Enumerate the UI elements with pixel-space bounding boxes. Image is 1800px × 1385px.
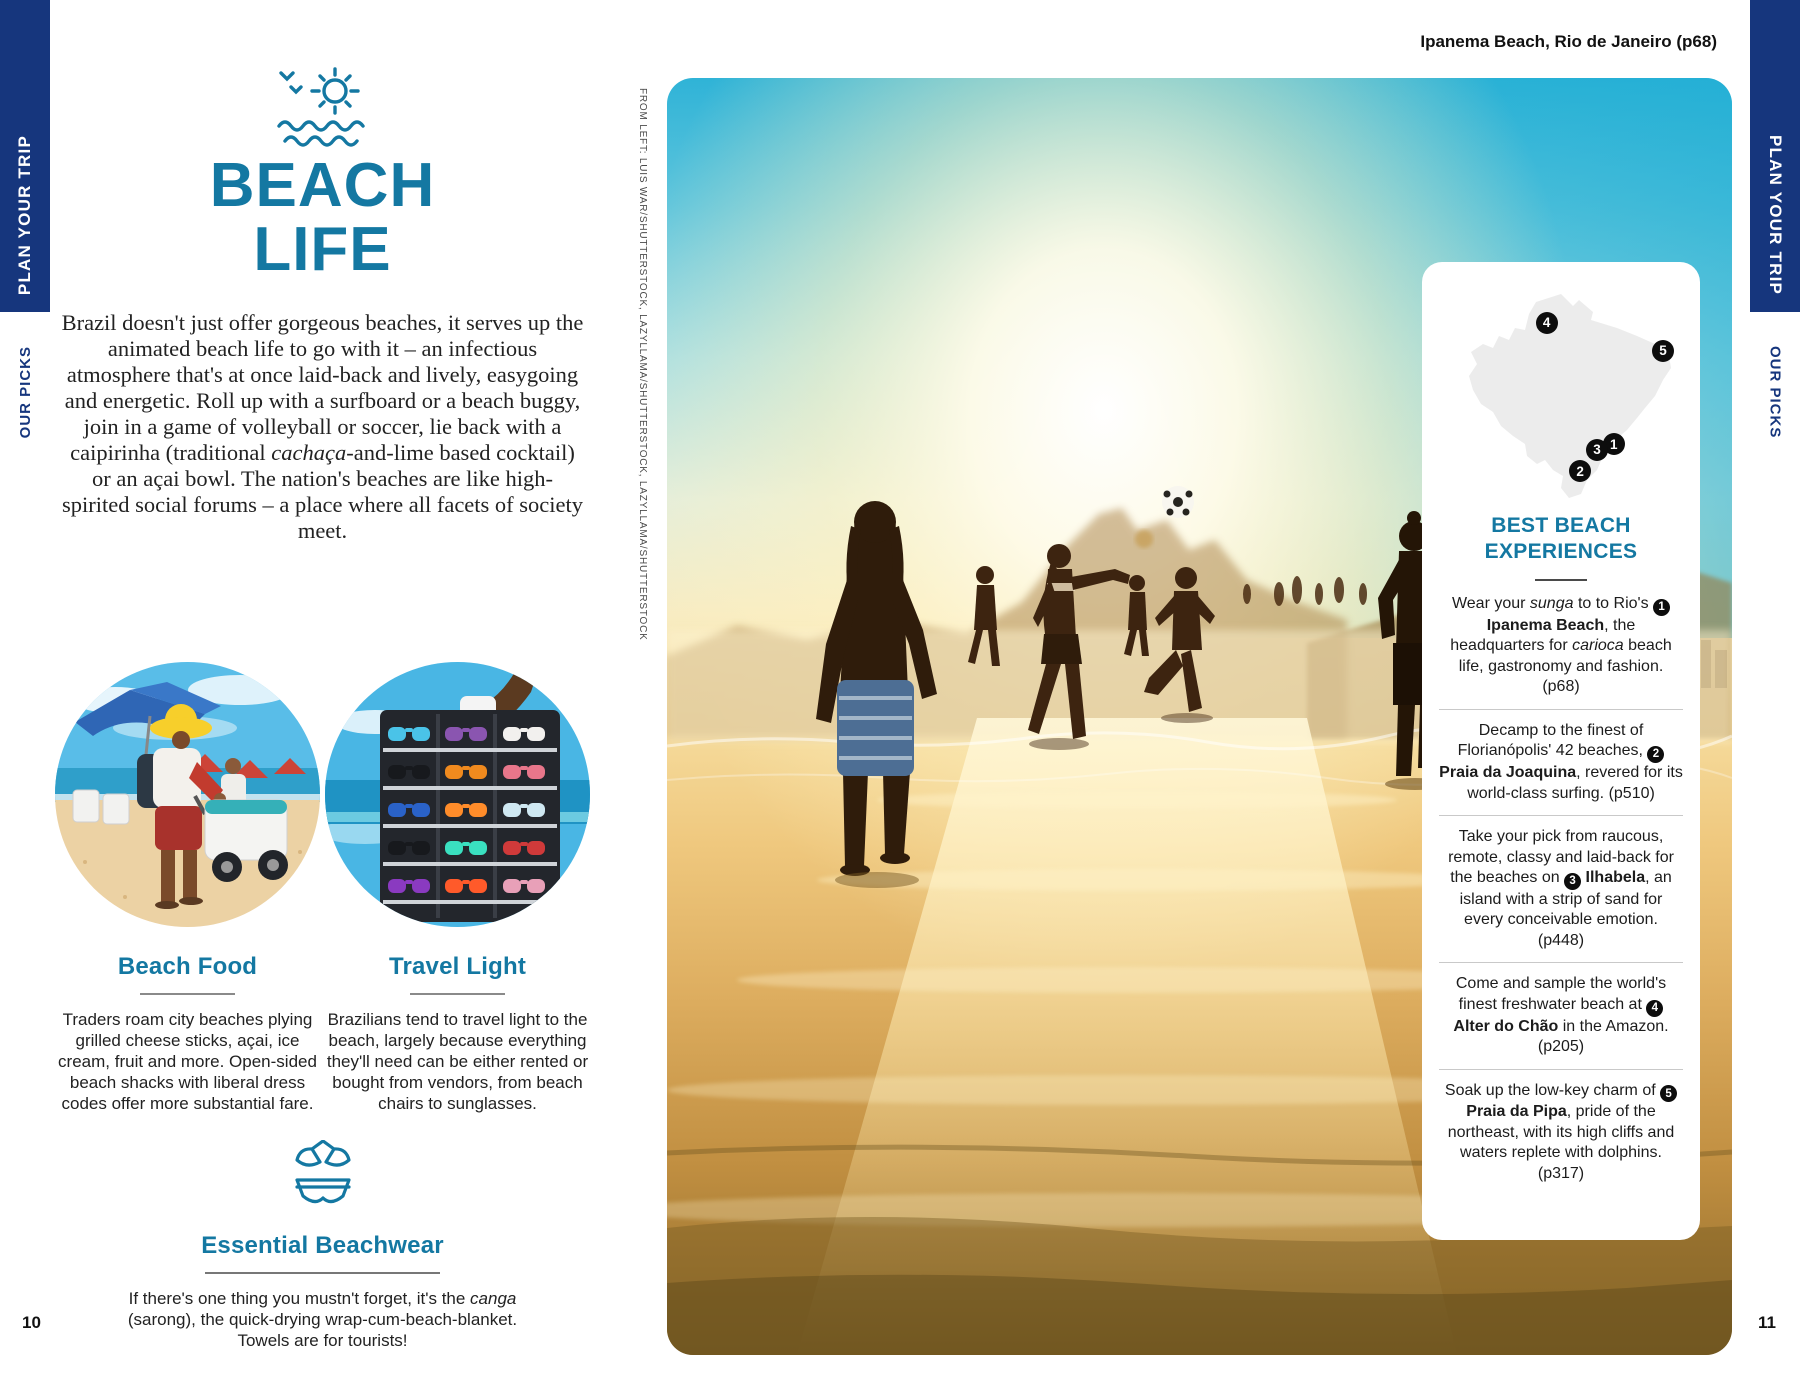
experience-item-3: Take your pick from raucous, remote, classy and laid-back for the beaches on 3 Ilhabela, an island with a strip of sand for every conceivable emotion. (p448) [1439,815,1683,962]
map-marker-1: 1 [1603,433,1625,455]
title-line-2: LIFE [253,215,392,284]
map-marker-4: 4 [1536,312,1558,334]
map-marker-3: 3 [1586,439,1608,461]
experience-list [1439,583,1683,1195]
title-line-1: BEACH [209,151,436,220]
left-tab-plan-your-trip [0,0,50,312]
beach-food-text: Traders roam city beaches plying grilled cheese sticks, açai, ice cream, fruit and more. Open-sided beach shacks with liberal dress codes offer more substantial fare. [58,1010,317,1113]
divider [1535,579,1587,581]
experience-item-2: Decamp to the finest of Florianópolis' 42 beaches, 2 Praia da Joaquina, revered for its world-class surfing. (p510) [1439,709,1683,815]
feature-travel-light [325,662,590,1114]
divider [205,1272,440,1274]
ipanema-beach-photo [667,78,1732,1355]
photo-credit: FROM LEFT: LUIS WAR/SHUTTERSTOCK, LAZYLLAMA/SHUTTERSTOCK, LAZYLLAMA/SHUTTERSTOCK [637,88,648,641]
brazil-outline [1441,284,1681,499]
photo-caption: Ipanema Beach, Rio de Janeiro (p68) [1420,32,1717,51]
our-picks-label: OUR PICKS [1766,345,1784,439]
experience-item-1: Wear your sunga to to Rio's 1 Ipanema Beach, the headquarters for carioca beach life, gastronomy and fashion. (p68) [1450,595,1672,696]
map-marker-2: 2 [1569,460,1591,482]
travel-light-text: Brazilians tend to travel light to the beach, largely because everything they'll need can be either rented or bought from vendors, from beach chairs to sunglasses. [326,1010,589,1113]
right-tab-our-picks [1750,322,1800,462]
best-beach-experiences-card [1422,262,1700,1240]
left-page [55,66,590,1351]
beach-food-photo [55,662,320,927]
experience-item-5: Soak up the low-key charm of 5 Praia da Pipa, pride of the northeast, with its high cliffs and waters replete with dolphins. (p317) [1439,1069,1683,1196]
card-heading: BEST BEACH EXPERIENCES [1484,514,1638,563]
right-page-number: 11 [1758,1313,1776,1332]
essential-beachwear-heading: Essential Beachwear [201,1232,444,1259]
feature-row [55,662,590,1114]
plan-your-trip-label: PLAN YOUR TRIP [1766,134,1785,296]
essential-beachwear-text: If there's one thing you mustn't forget, it's the canga (sarong), the quick-drying wrap-cum-beach-blanket. Towels are for tourists! [127,1289,518,1350]
travel-light-photo [325,662,590,927]
travel-light-heading: Travel Light [388,953,527,980]
left-page-number: 10 [22,1313,41,1332]
sun-waves-icon [55,66,590,148]
intro-paragraph: Brazil doesn't just offer gorgeous beaches, it serves up the animated beach life to go with it – an infectious atmosphere that's at once laid-back and lively, easygoing and energetic. Roll up with a surfboard or a beach buggy, join in a game of volleyball or soccer, lie back with a caipirinha (traditional cachaça-and-lime based cocktail) or an açai bowl. The nation's beaches are like high-spirited social forums – a place where all facets of society meet. [61,310,584,543]
experience-item-4: Come and sample the world's finest freshwater beach at 4 Alter do Chão in the Amazon. (p205) [1439,962,1683,1068]
right-tab-plan-your-trip [1750,0,1800,312]
beach-food-heading: Beach Food [117,953,258,980]
bikini-icon [55,1140,590,1206]
plan-your-trip-label: PLAN YOUR TRIP [15,134,34,296]
essential-beachwear-section [55,1140,590,1351]
map-marker-5: 5 [1652,340,1674,362]
divider [410,993,505,995]
brazil-map [1441,284,1681,499]
feature-beach-food [55,662,320,1114]
divider [140,993,235,995]
left-tab-our-picks [0,322,50,462]
page-title [55,151,590,284]
our-picks-label: OUR PICKS [16,345,34,439]
